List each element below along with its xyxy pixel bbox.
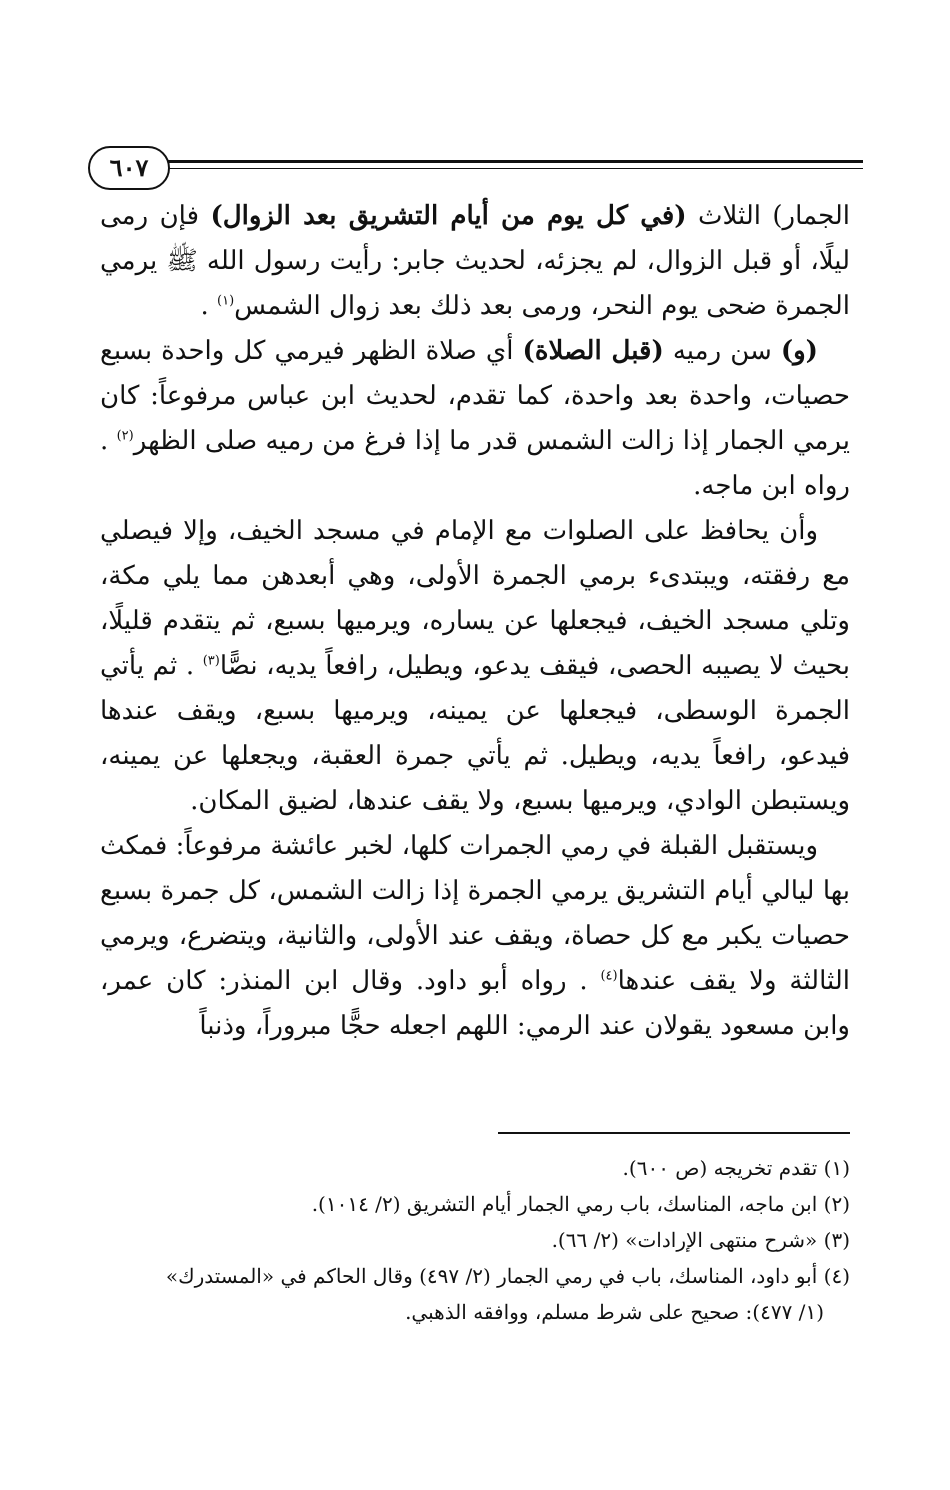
text-run: الجمار) الثلاث bbox=[686, 201, 850, 231]
bold-text: (و) bbox=[780, 336, 818, 366]
footnotes bbox=[100, 1150, 850, 1330]
text-run: أي صلاة الظهر فيرمي كل واحدة بسبع حصيات، واحدة بعد واحدة، كما تقدم، لحديث ابن عباس مرفوعاً: كان يرمي الجمار إذا زالت الشمس قدر ما إذا فرغ من رميه صلى الظهر bbox=[100, 336, 850, 456]
text-run: سن رميه bbox=[663, 336, 781, 366]
footnote-marker: (١) bbox=[217, 293, 235, 309]
page-number-badge bbox=[88, 146, 170, 190]
text-run: . رواه ابن ماجه. bbox=[100, 426, 850, 501]
footnote-marker: (٣) bbox=[202, 653, 220, 669]
text-run: . رواه أبو داود. وقال ابن المنذر: كان عمر، وابن مسعود يقولان عند الرمي: اللهم اجعله حجًّا مبروراً، وذنباً bbox=[100, 966, 850, 1041]
footnote-marker: (٤) bbox=[600, 968, 618, 984]
paragraph bbox=[100, 329, 850, 509]
footnote: (٣) «شرح منتهى الإرادات» (٢/ ٦٦). bbox=[551, 1228, 850, 1252]
page-number: ٦٠٧ bbox=[109, 153, 149, 182]
bold-text: (قبل الصلاة) bbox=[522, 336, 664, 366]
page-header bbox=[88, 146, 863, 190]
bold-text: (في كل يوم من أيام التشريق بعد الزوال) bbox=[210, 201, 687, 231]
paragraph bbox=[100, 194, 850, 329]
footnote-separator bbox=[498, 1132, 850, 1134]
main-text bbox=[100, 194, 850, 1049]
paragraph bbox=[100, 509, 850, 824]
text-run: وأن يحافظ على الصلوات مع الإمام في مسجد الخيف، وإلا فيصلي مع رفقته، ويبتدىء برمي الجمرة الأولى، وهي أبعدهن مما يلي مكة، وتلي مسجد الخيف، فيجعلها عن يساره، ويرميها بسبع، ثم يتقدم قليلًا، بحيث لا يصيبه الحصى، فيقف يدعو، ويطيل، رافعاً يديه، نصًّا bbox=[100, 516, 850, 681]
footnote-marker: (٢) bbox=[116, 428, 134, 444]
text-run: . bbox=[200, 291, 218, 321]
text-run: ويستقبل القبلة في رمي الجمرات كلها، لخبر عائشة مرفوعاً: فمكث بها ليالي أيام التشريق يرمي الجمرة إذا زالت الشمس، كل جمرة بسبع حصيات يكبر مع كل حصاة، ويقف عند الأولى، والثانية، ويتضرع، ويرمي الثالثة ولا يقف عندها bbox=[100, 831, 850, 996]
footnote: (٤) أبو داود، المناسك، باب في رمي الجمار (٢/ ٤٩٧) وقال الحاكم في «المستدرك» bbox=[165, 1264, 850, 1288]
footnote: (٢) ابن ماجه، المناسك، باب رمي الجمار أيام التشريق (٢/ ١٠١٤). bbox=[311, 1192, 850, 1216]
header-rule-thick bbox=[148, 160, 863, 163]
paragraph bbox=[100, 824, 850, 1049]
text-run: . ثم يأتي الجمرة الوسطى، فيجعلها عن يمينه، ويرميها بسبع، ويقف عندها فيدعو، رافعاً يديه، ويطيل. ثم يأتي جمرة العقبة، ويجعلها عن يمينه، ويستبطن الوادي، ويرميها بسبع، ولا يقف عندها، لضيق المكان. bbox=[100, 651, 850, 816]
footnote: (١) تقدم تخريجه (ص ٦٠٠). bbox=[622, 1156, 850, 1180]
header-rule-thin bbox=[148, 168, 863, 169]
text-run: فإن رمى ليلًا، أو قبل الزوال، لم يجزئه، لحديث جابر: رأيت رسول الله ﷺ يرمي الجمرة ضحى يوم النحر، ورمى بعد ذلك بعد زوال الشمس bbox=[100, 201, 850, 321]
footnote: (١/ ٤٧٧): صحيح على شرط مسلم، ووافقه الذهبي. bbox=[405, 1300, 824, 1324]
